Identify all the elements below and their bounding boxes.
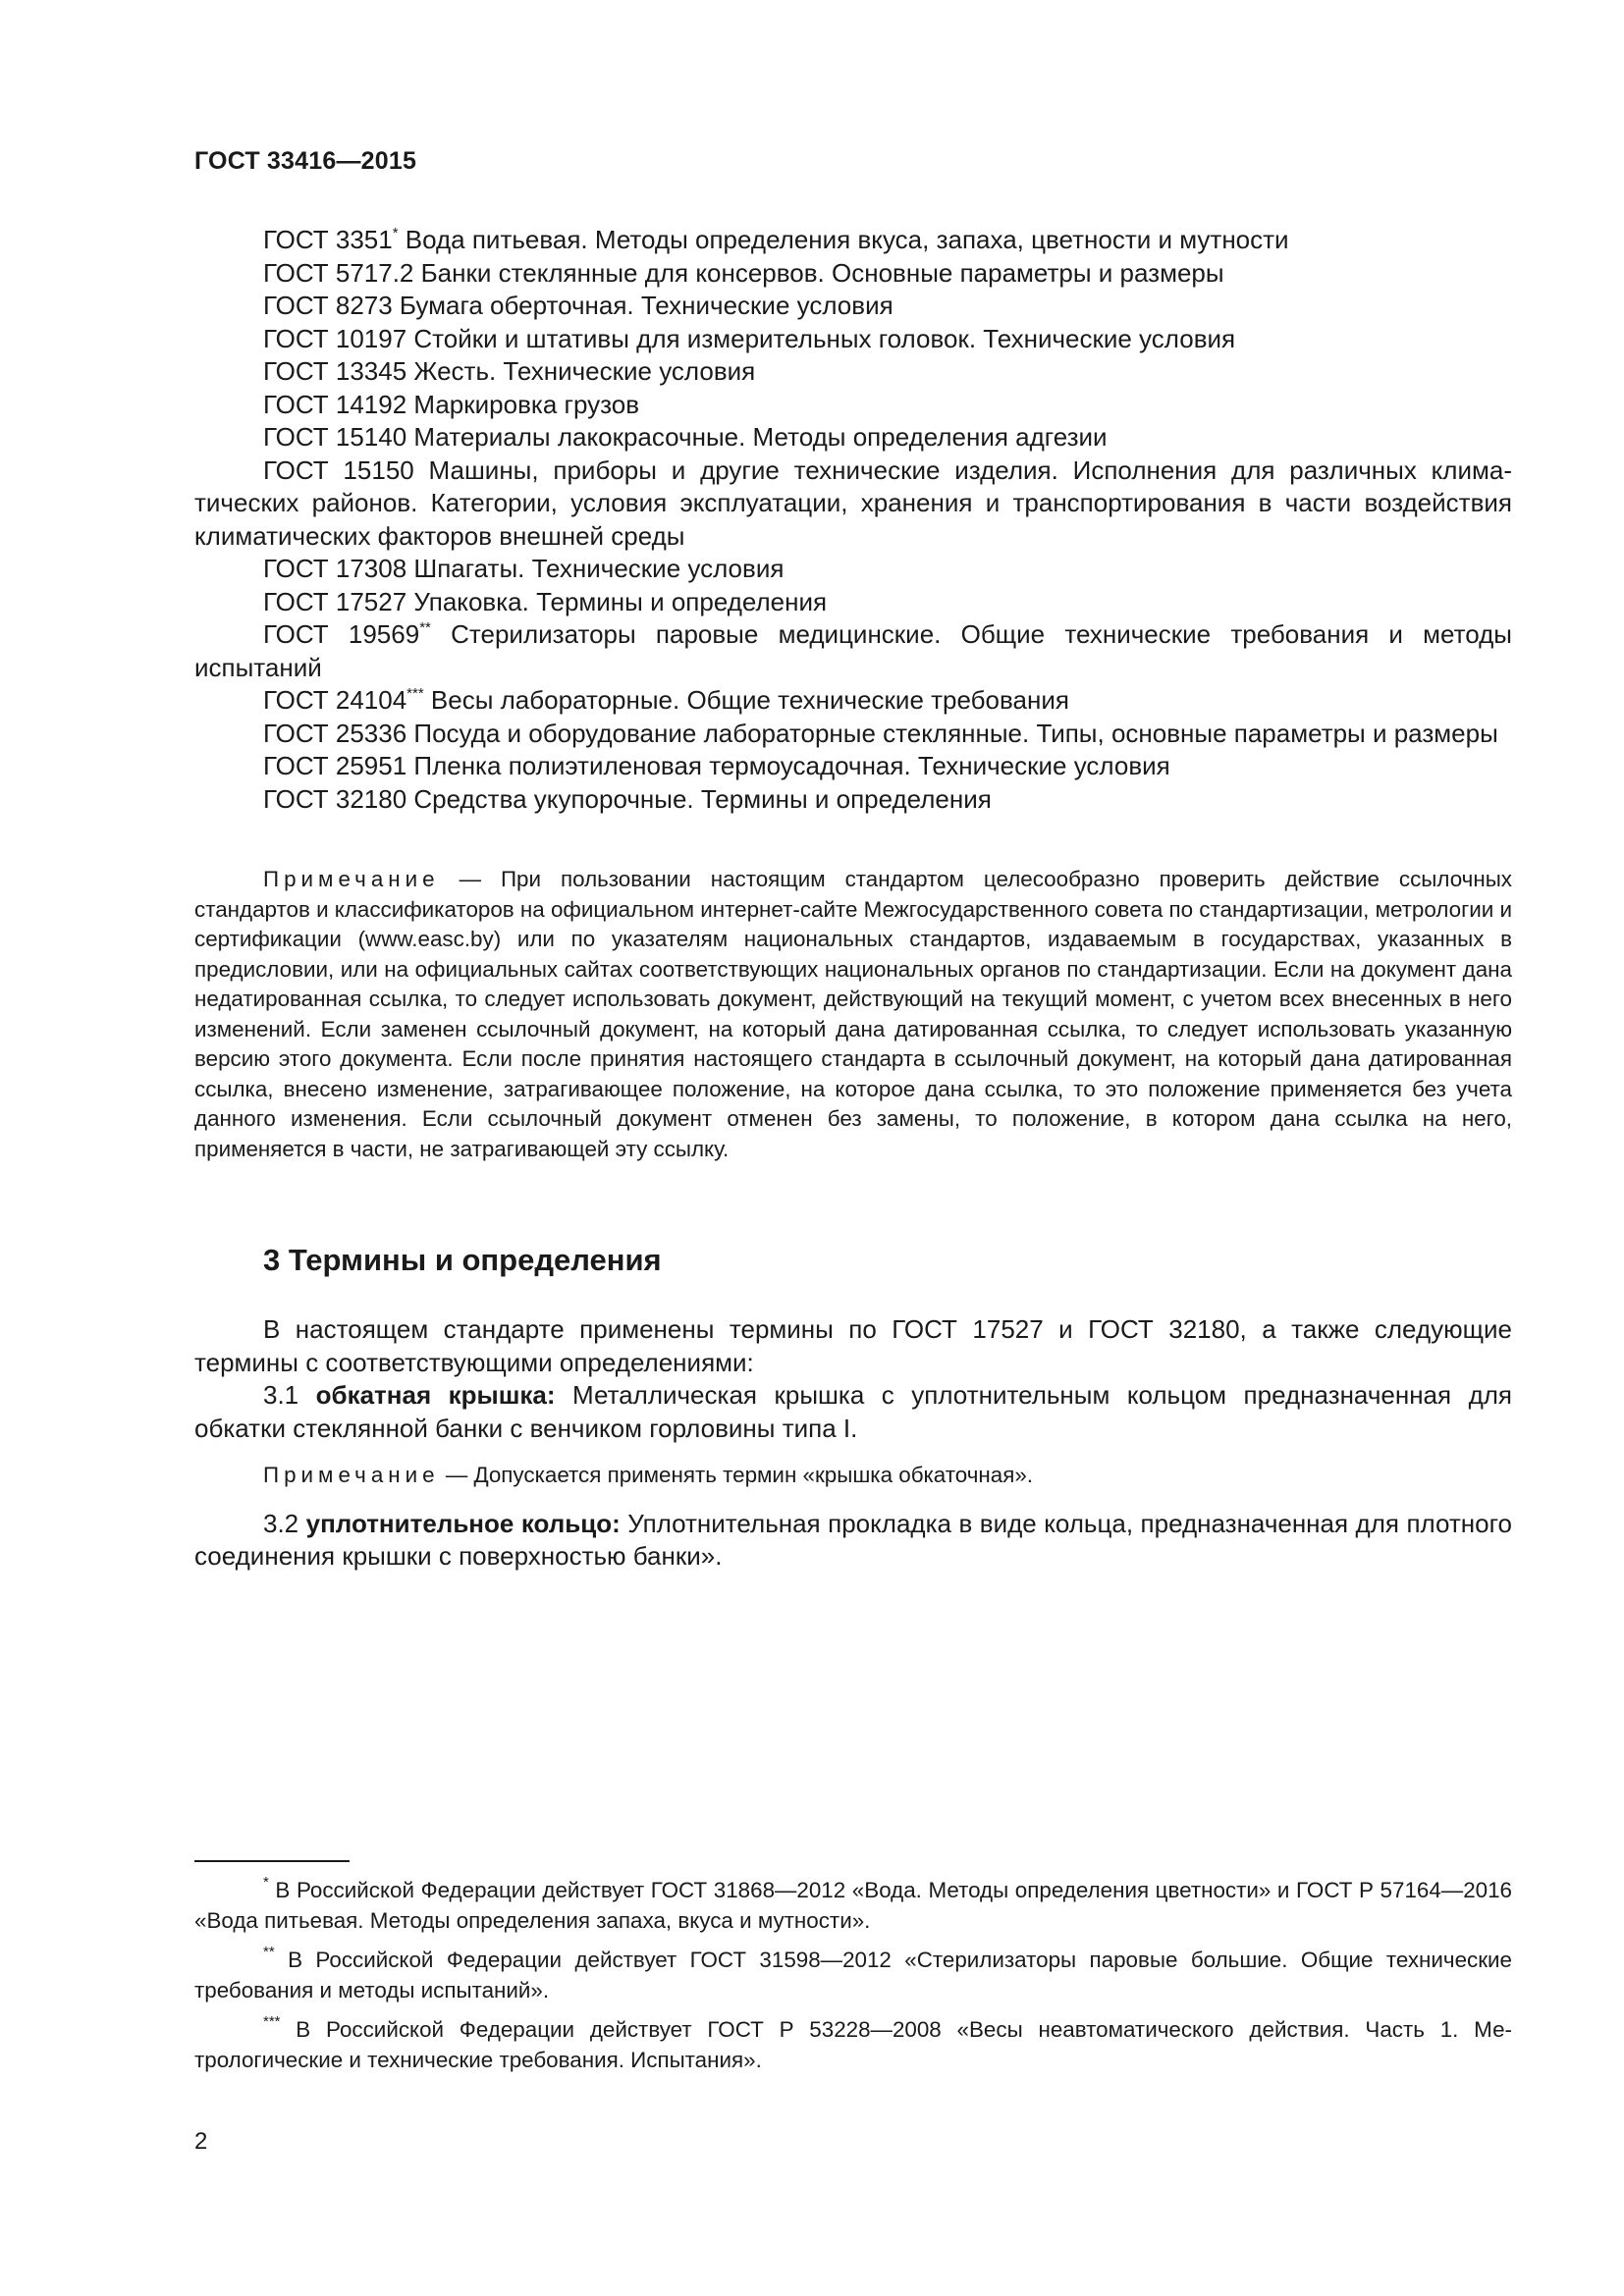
reference-item: ГОСТ 17308 Шпагаты. Технические условия — [263, 554, 785, 583]
term-note: Примечание — Допускается применять термин «крышка обкаточная». — [263, 1463, 1034, 1487]
terms-intro: В настоящем стандарте применены термины по ГОСТ 17527 и ГОСТ 32180, а также следующие термины с соответствующими определениями: — [194, 1314, 1512, 1377]
footnote-item: ** В Российской Федерации действует ГОСТ 31598—2012 «Стерилизаторы паровые большие. Общие технические требования и методы испытаний». — [194, 1944, 1512, 2002]
reference-item: ГОСТ 24104*** Весы лабораторные. Общие технические требования — [263, 685, 1069, 715]
footnote-mark: ** — [263, 1944, 275, 1960]
reference-item: ГОСТ 14192 Маркировка грузов — [263, 389, 640, 419]
note-label: Примечание — [263, 867, 440, 891]
normative-references-list — [194, 224, 1512, 816]
footnote-item: *** В Российской Федерации действует ГОСТ Р 53228—2008 «Весы неавтоматического действия. Часть 1. Метрологические и технические требования. Испытания». — [194, 2013, 1512, 2072]
reference-item: ГОСТ 13345 Жесть. Технические условия — [263, 356, 756, 386]
footnote-item: * В Российской Федерации действует ГОСТ 31868—2012 «Вода. Методы определения цветности» и ГОСТ Р 57164—2016 «Вода питьевая. Методы определения запаха, вкуса и мутности». — [194, 1874, 1512, 1933]
footnote-mark: ** — [419, 619, 431, 636]
reference-item: ГОСТ 17527 Упаковка. Термины и определения — [263, 586, 828, 616]
reference-item: ГОСТ 15140 Материалы лакокрасочные. Методы определения адгезии — [263, 422, 1108, 452]
reference-item: ГОСТ 3351* Вода питьевая. Методы определения вкуса, запаха, цветности и мутности — [263, 225, 1289, 254]
reference-item: ГОСТ 19569** Стерилизаторы паровые медицинские. Общие технические требования и методы испытаний — [194, 619, 1512, 682]
term-name: уплотнительное кольцо: — [305, 1508, 621, 1538]
page-number: 2 — [194, 2128, 208, 2155]
terms-section — [194, 1313, 1512, 1574]
document-header: ГОСТ 33416—2015 — [194, 147, 417, 175]
footnotes — [194, 1876, 1512, 2085]
term-name: обкатная крышка: — [315, 1380, 556, 1410]
reference-item: ГОСТ 5717.2 Банки стеклянные для консервов. Основные параметры и размеры — [263, 257, 1224, 288]
reference-item: ГОСТ 32180 Средства укупорочные. Термины и определения — [263, 783, 992, 814]
reference-item: ГОСТ 10197 Стойки и штативы для измерительных головок. Технические условия — [263, 323, 1236, 353]
reference-item: ГОСТ 8273 Бумага оберточная. Технические условия — [263, 291, 893, 320]
term-definition: 3.1 обкатная крышка: Металлическая крышка с уплотнительным кольцом предназначенная для обкатки стеклянной банки с венчиком горловины типа I. — [194, 1380, 1513, 1443]
footnote-mark: *** — [263, 2013, 281, 2030]
footnote-mark: * — [392, 225, 399, 241]
references-note: Примечание — При пользовании настоящим стандартом целесообразно проверить действие ссылочных стандартов и классификаторов на официальном интернет-сайте Межгосударственного совета по стандартизации, метрологии и сертификации (www.easc.by) или по указателям национальных стандартов, издаваемым в государствах, указанных в предисловии, или на официальных сайтах соответствующих национальных органов по стандартизации. Если на документ дана недатированная ссылка, то следует использовать документ, действующий на текущий момент, с учетом всех внесенных в него изменений. Если заменен ссылочный документ, на который дана датированная ссылка, то следует использовать указанную версию этого документа. Если после принятия настоящего стандарта в ссылочный документ, на который дана датированная ссылка, внесено изменение, затрагивающее положение, на которое дана ссылка, то это положение применяется без учета данного изменения. Если ссылочный документ отменен без замены, то положение, в котором дана ссылка на него, применяется в части, не затрагивающей эту ссылку. — [194, 867, 1513, 1161]
reference-item: ГОСТ 25951 Пленка полиэтиленовая термоусадочная. Технические условия — [263, 751, 1170, 780]
footnote-separator — [194, 1860, 350, 1862]
term-definition: 3.2 уплотнительное кольцо: Уплотнительная прокладка в виде кольца, предназначенная для плотного соединения крышки с поверхностью банки». — [194, 1508, 1512, 1571]
footnote-mark: * — [263, 1874, 269, 1891]
footnote-mark: *** — [406, 685, 424, 702]
reference-item: ГОСТ 15150 Машины, приборы и другие технические изделия. Исполнения для различных климатических районов. Категории, условия эксплуатации, хранения и транспортирования в части воздействия климатических факторов внешней среды — [194, 454, 1512, 551]
reference-item: ГОСТ 25336 Посуда и оборудование лабораторные стеклянные. Типы, основные параметры и размеры — [263, 718, 1498, 748]
section-title: 3 Термины и определения — [263, 1243, 662, 1277]
note-label: Примечание — [263, 1463, 440, 1487]
